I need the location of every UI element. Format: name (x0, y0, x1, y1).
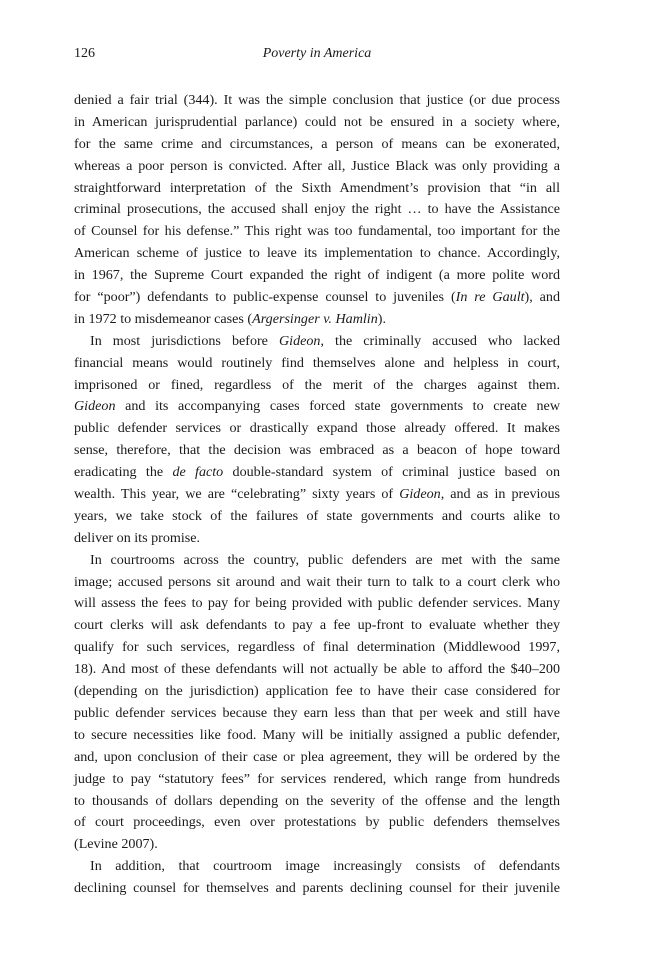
text-segment: In addition, that courtroom image increasingly consists of defendants (90, 858, 560, 875)
text-line (74, 243, 560, 265)
text-line (74, 506, 560, 528)
text-segment: declining counsel for themselves and parents declining counsel for their juvenile (74, 880, 560, 897)
text-segment: for the same crime and circumstances, a person of means can be exonerated, (74, 135, 560, 152)
text-segment: eradicating the (74, 464, 173, 481)
text-line (74, 834, 560, 856)
text-segment: public defender services or drastically expand those already offered. It makes (74, 420, 560, 437)
text-segment: qualify for such services, regardless of final determination (Middlewood 1997, (74, 639, 560, 656)
text-line (74, 287, 560, 309)
page-number: 126 (74, 46, 95, 61)
text-line (74, 593, 560, 615)
text-segment: American scheme of justice to leave its implementation to chance. Accordingly, (74, 245, 560, 262)
running-title: Poverty in America (262, 46, 372, 61)
text-line (74, 769, 560, 791)
text-line (74, 681, 560, 703)
text-segment: imprisoned or fined, regardless of the merit of the charges against them. (74, 376, 560, 393)
text-segment: whereas a poor person is convicted. After all, Justice Black was only providing a (74, 157, 560, 174)
italic-text: In re Gault (455, 289, 525, 306)
text-segment: will assess the fees to pay for being provided with public defender services. Many (74, 595, 560, 612)
text-segment: and, upon conclusion of their case or plea agreement, they will be ordered by the (74, 748, 560, 765)
italic-text: Gideon (399, 486, 441, 503)
text-line (74, 878, 560, 900)
text-line (74, 572, 560, 594)
text-segment: In courtrooms across the country, public defenders are met with the same (90, 551, 560, 568)
italic-text: Gideon (278, 332, 321, 349)
text-line (74, 309, 560, 331)
text-segment: sense, therefore, that the decision was embraced as a beacon of hope toward (74, 442, 560, 459)
text-segment: of Counsel for his defense.” This right was too fundamental, too important for the (74, 223, 560, 240)
text-line (74, 550, 560, 572)
text-line (74, 484, 560, 506)
text-line (74, 265, 560, 287)
text-segment: to secure necessities like food. Many will be initially assigned a public defender, (74, 726, 560, 743)
text-line (74, 90, 560, 112)
text-line (74, 178, 560, 200)
text-segment: for “poor”) defendants to public-expense counsel to juveniles ( (74, 289, 456, 306)
text-line (74, 112, 560, 134)
text-line (74, 637, 560, 659)
text-segment: wealth. This year, we are “celebrating” sixty years of (74, 486, 400, 503)
text-segment: ), and (524, 289, 561, 306)
text-line (74, 396, 560, 418)
text-line (74, 856, 560, 878)
text-line (74, 812, 560, 834)
text-segment: image; accused persons sit around and wait their turn to talk to a court clerk who (74, 573, 560, 590)
italic-text: Argersinger v. Hamlin (252, 310, 378, 327)
text-segment: to thousands of dollars depending on the severity of the offense and the length (74, 792, 560, 809)
text-line (74, 703, 560, 725)
text-segment: In most jurisdictions before (90, 332, 279, 349)
text-line (74, 725, 560, 747)
page-header (74, 46, 560, 68)
text-line (74, 134, 560, 156)
text-line (74, 791, 560, 813)
text-line (74, 353, 560, 375)
body-text (74, 90, 560, 900)
text-segment: years, we take stock of the failures of state governments and courts alike to (74, 507, 560, 524)
text-line (74, 156, 560, 178)
text-line (74, 440, 560, 462)
text-segment: deliver on its promise. (74, 529, 201, 546)
text-segment: ). (377, 310, 386, 327)
text-segment: in 1972 to misdemeanor cases ( (74, 310, 253, 327)
text-segment: , and as in previous (440, 486, 560, 503)
text-segment: and its accompanying cases forced state governments to create new (115, 398, 560, 415)
text-line (74, 331, 560, 353)
text-line (74, 659, 560, 681)
text-line (74, 615, 560, 637)
text-line (74, 528, 560, 550)
text-segment: of court proceedings, even over protestations by public defenders themselves (74, 814, 560, 831)
text-segment: (Levine 2007). (74, 836, 158, 853)
text-line (74, 375, 560, 397)
text-segment: , the criminally accused who lacked (320, 332, 560, 349)
text-segment: in American jurisprudential parlance) could not be ensured in a society where, (74, 113, 560, 130)
text-segment: in 1967, the Supreme Court expanded the right of indigent (a more polite word (74, 267, 560, 284)
text-segment: court clerks will ask defendants to pay a fee up-front to evaluate whether they (74, 617, 560, 634)
text-line (74, 221, 560, 243)
text-segment: denied a fair trial (344). It was the simple conclusion that justice (or due process (74, 92, 560, 108)
text-segment: straightforward interpretation of the Sixth Amendment’s provision that “in all (74, 179, 560, 196)
text-line (74, 199, 560, 221)
text-segment: public defender services because they earn less than that per week and still have (74, 704, 560, 721)
text-line (74, 462, 560, 484)
text-line (74, 747, 560, 769)
text-line (74, 418, 560, 440)
italic-text: Gideon (74, 398, 116, 415)
text-segment: criminal prosecutions, the accused shall enjoy the right … to have the Assistance (74, 201, 560, 218)
text-segment: judge to pay “statutory fees” for services rendered, which range from hundreds (74, 770, 560, 787)
italic-text: de facto (172, 464, 224, 481)
text-segment: double-standard system of criminal justice based on (223, 464, 560, 481)
text-segment: 18). And most of these defendants will not actually be able to afford the $40–200 (74, 661, 560, 678)
text-segment: (depending on the jurisdiction) application fee to have their case considered for (74, 683, 560, 700)
text-segment: financial means would routinely find themselves alone and helpless in court, (74, 354, 560, 371)
